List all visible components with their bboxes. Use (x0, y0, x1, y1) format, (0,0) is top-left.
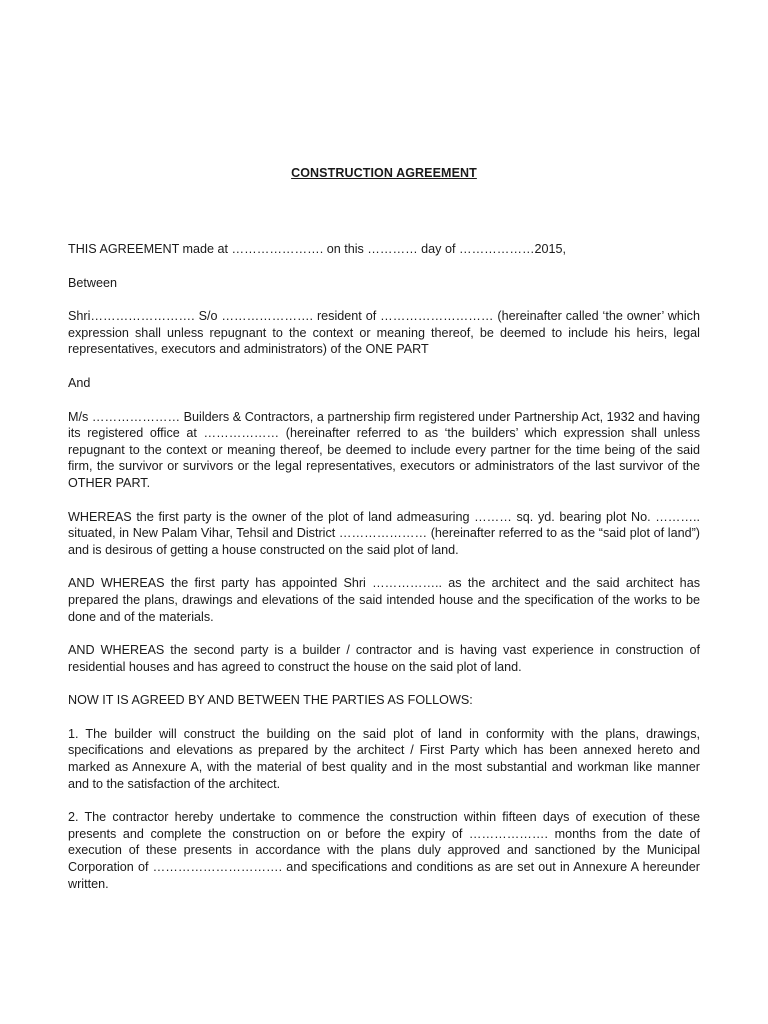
clause-2-paragraph: 2. The contractor hereby undertake to commence the construction within fifteen days of execution of these presents and complete the construction on or before the expiry of ………………. months from the date of execution of these presents in accordance with the plans duly approved and sanctioned by the Municipal Corporation of …………………………. and specifications and conditions as are set out in Annexure A hereunder written. (68, 810, 700, 891)
document-title: CONSTRUCTION AGREEMENT (291, 166, 477, 180)
between-label: Between (68, 275, 118, 290)
owner-party-paragraph: Shri……………………. S/o …………………. resident of ……………………… (hereinafter called ‘the owner’ which expression shall unless repugnant to the context or meaning thereof, be deemed to include his heirs, legal representatives, executors and administrators) of the ONE PART (68, 309, 700, 357)
agreement-intro-paragraph: THIS AGREEMENT made at …………………. on this ………… day of ………………2015, (68, 242, 567, 256)
agreed-heading: NOW IT IS AGREED BY AND BETWEEN THE PARTIES AS FOLLOWS: (68, 693, 473, 708)
document-body (68, 241, 700, 892)
and-label: And (68, 375, 91, 390)
whereas-builder-paragraph: AND WHEREAS the second party is a builder / contractor and is having vast experience in construction of residential houses and has agreed to construct the house on the said plot of land. (68, 643, 700, 674)
clause-1-paragraph: 1. The builder will construct the building on the said plot of land in conformity with the plans, drawings, specifications and elevations as prepared by the architect / First Party which has been annexed hereto and marked as Annexure A, with the material of best quality and in the most substantial and workman like manner and to the satisfaction of the architect. (68, 726, 700, 791)
builder-party-paragraph: M/s ………………… Builders & Contractors, a partnership firm registered under Partnership Act, 1932 and having its registered office at ……………… (hereinafter referred to as ‘the builders’ which expression shall unless repugnant to the context or meaning thereof, be deemed to include every partner for the time being of the said firm, the survivor or survivors or the legal representatives, executors or administrators of the last survivor of the OTHER PART. (68, 409, 700, 490)
whereas-architect-paragraph: AND WHEREAS the first party has appointed Shri …………….. as the architect and the said architect has prepared the plans, drawings and elevations of the said intended house and the specification of the works to be done and of the materials. (68, 576, 700, 624)
whereas-plot-paragraph: WHEREAS the first party is the owner of the plot of land admeasuring ……… sq. yd. bearing plot No. ……….. situated, in New Palam Vihar, Tehsil and District ………………… (hereinafter referred to as the “said plot of land”) and is desirous of getting a house constructed on the said plot of land. (68, 509, 700, 557)
